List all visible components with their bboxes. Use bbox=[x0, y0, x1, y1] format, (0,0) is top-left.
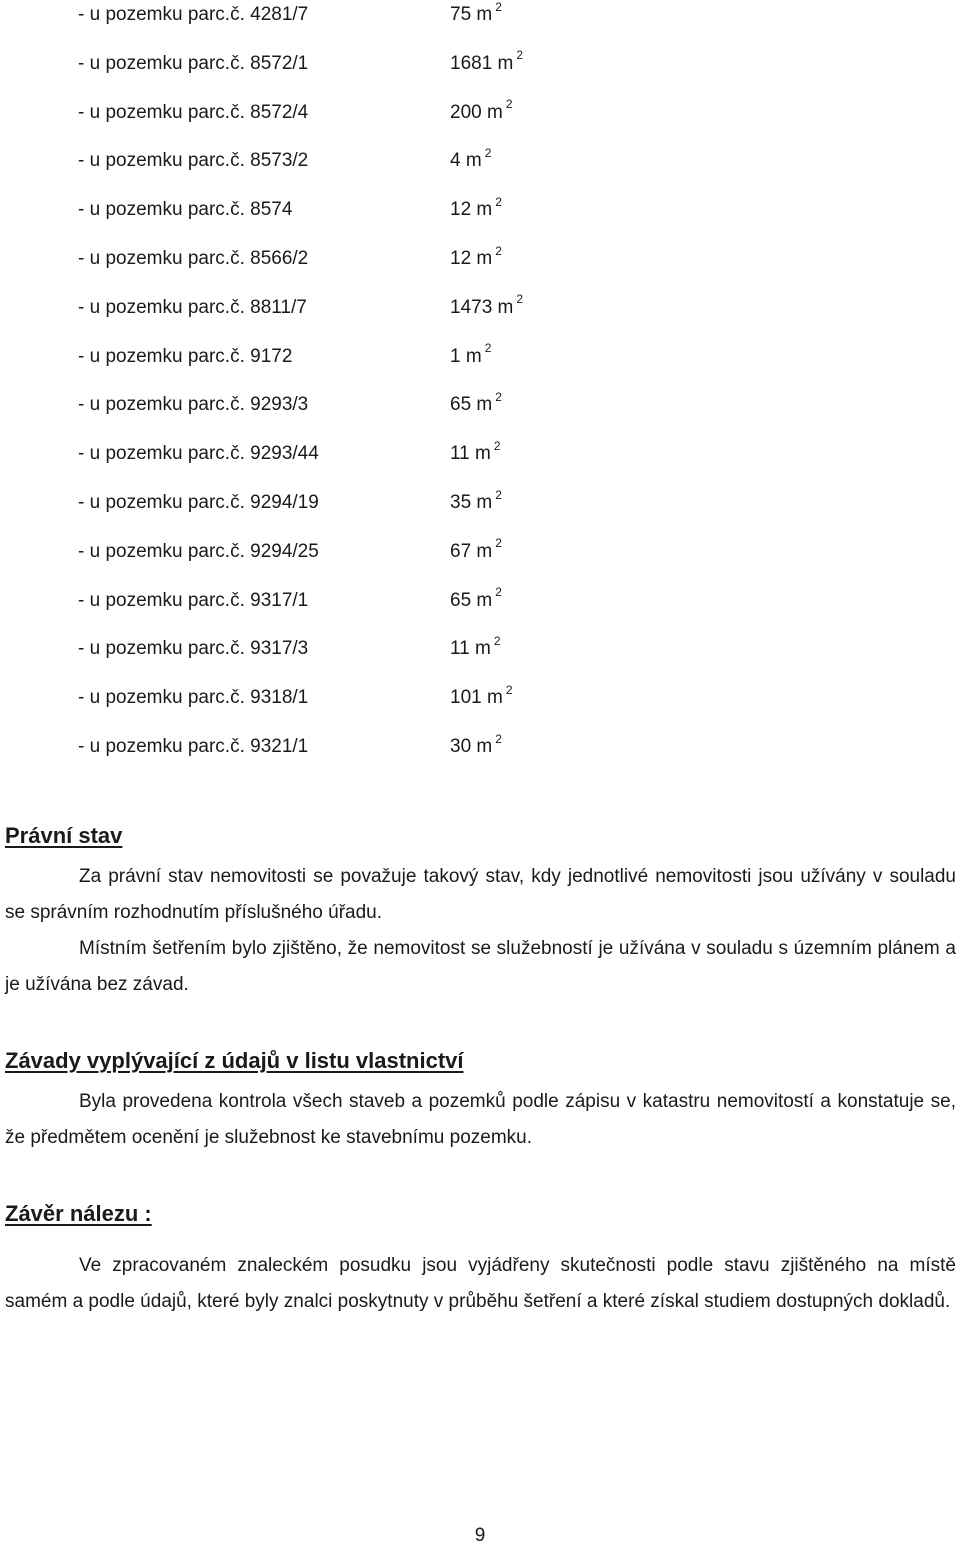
parcel-label: - u pozemku parc.č. 8566/2 bbox=[78, 247, 309, 269]
area-unit-exponent: 2 bbox=[495, 731, 502, 746]
parcel-area bbox=[450, 292, 524, 318]
parcel-area bbox=[450, 438, 501, 465]
parcel-row bbox=[78, 0, 678, 49]
area-unit-exponent: 2 bbox=[516, 48, 524, 63]
area-unit-exponent: 2 bbox=[505, 682, 513, 697]
parcel-row bbox=[78, 146, 678, 195]
parcel-row bbox=[78, 537, 678, 586]
parcel-area-value: 30 m bbox=[450, 735, 493, 757]
area-unit-exponent: 2 bbox=[495, 0, 502, 14]
legal-status-paragraph-1: Za právní stav nemovitosti se považuje takový stav, kdy jednotlivé nemovitosti jsou užívány v souladu se správním rozhodnutím příslušného úřadu. bbox=[5, 866, 956, 923]
parcel-label: - u pozemku parc.č. 8572/4 bbox=[78, 101, 309, 123]
parcel-area bbox=[450, 146, 492, 172]
area-unit-exponent: 2 bbox=[495, 243, 502, 258]
parcel-label: - u pozemku parc.č. 9318/1 bbox=[78, 687, 309, 709]
parcel-label: - u pozemku parc.č. 8574 bbox=[78, 199, 293, 221]
parcel-area bbox=[450, 0, 502, 25]
parcel-label: - u pozemku parc.č. 9294/19 bbox=[78, 491, 319, 513]
legal-status-heading: Právní stav bbox=[5, 823, 123, 848]
parcel-row bbox=[78, 732, 678, 781]
parcel-area bbox=[450, 243, 502, 269]
area-unit-exponent: 2 bbox=[495, 487, 502, 502]
parcel-area-value: 12 m bbox=[450, 199, 493, 221]
parcel-row bbox=[78, 195, 678, 244]
parcel-row bbox=[78, 293, 678, 342]
parcel-label: - u pozemku parc.č. 9317/3 bbox=[78, 638, 309, 660]
area-unit-exponent: 2 bbox=[495, 585, 502, 600]
parcel-area bbox=[450, 731, 502, 757]
defects-heading: Závady vyplývající z údajů v listu vlastnictví bbox=[5, 1048, 464, 1073]
parcel-area bbox=[450, 341, 492, 367]
parcel-area-value: 65 m bbox=[450, 589, 493, 611]
parcel-area-value: 65 m bbox=[450, 394, 493, 416]
parcel-row bbox=[78, 439, 678, 488]
parcel-area bbox=[450, 487, 502, 513]
parcel-label: - u pozemku parc.č. 9294/25 bbox=[78, 540, 319, 562]
parcel-label: - u pozemku parc.č. 8572/1 bbox=[78, 52, 309, 74]
parcel-area bbox=[450, 585, 502, 611]
parcel-label: - u pozemku parc.č. 4281/7 bbox=[78, 4, 309, 25]
parcel-area bbox=[450, 390, 502, 416]
parcel-row bbox=[78, 683, 678, 732]
parcel-row bbox=[78, 98, 678, 147]
parcel-row bbox=[78, 488, 678, 537]
parcel-area-value: 11 m bbox=[450, 443, 491, 465]
parcel-area-list bbox=[78, 0, 678, 781]
parcel-area-value: 101 m bbox=[450, 687, 503, 709]
parcel-label: - u pozemku parc.č. 8811/7 bbox=[78, 296, 307, 318]
parcel-label: - u pozemku parc.č. 8573/2 bbox=[78, 150, 309, 172]
parcel-area-value: 35 m bbox=[450, 491, 493, 513]
parcel-label: - u pozemku parc.č. 9321/1 bbox=[78, 735, 309, 757]
parcel-row bbox=[78, 342, 678, 391]
defects-paragraph: Byla provedena kontrola všech staveb a pozemků podle zápisu v katastru nemovitostí a konstatuje se, že předmětem ocenění je služebnost ke stavebnímu pozemku. bbox=[5, 1091, 956, 1148]
legal-status-paragraph-2: Místním šetřením bylo zjištěno, že nemovitost se služebností je užívána v souladu s územním plánem a je užívána bez závad. bbox=[5, 938, 956, 995]
parcel-label: - u pozemku parc.č. 9172 bbox=[78, 345, 293, 367]
parcel-area-value: 12 m bbox=[450, 247, 493, 269]
parcel-area-value: 1681 m bbox=[450, 52, 514, 74]
area-unit-exponent: 2 bbox=[495, 194, 502, 209]
area-unit-exponent: 2 bbox=[495, 536, 502, 551]
parcel-area-value: 67 m bbox=[450, 540, 493, 562]
parcel-row bbox=[78, 49, 678, 98]
parcel-area-value: 200 m bbox=[450, 101, 503, 123]
parcel-label: - u pozemku parc.č. 9293/3 bbox=[78, 394, 309, 416]
parcel-area-value: 4 m bbox=[450, 150, 482, 172]
area-unit-exponent: 2 bbox=[495, 390, 502, 405]
parcel-area bbox=[450, 682, 513, 709]
parcel-area bbox=[450, 634, 501, 660]
area-unit-exponent: 2 bbox=[505, 97, 513, 112]
parcel-row bbox=[78, 244, 678, 293]
parcel-row bbox=[78, 586, 678, 635]
parcel-area bbox=[450, 536, 502, 562]
parcel-label: - u pozemku parc.č. 9293/44 bbox=[78, 443, 319, 465]
parcel-area bbox=[450, 97, 513, 123]
parcel-area-value: 11 m bbox=[450, 638, 491, 660]
conclusion-paragraph: Ve zpracovaném znaleckém posudku jsou vyjádřeny skutečnosti podle stavu zjištěného na místě samém a podle údajů, které byly znalci poskytnuty v průběhu šetření a které získal studiem dostupných dokladů. bbox=[5, 1255, 956, 1312]
parcel-row bbox=[78, 390, 678, 439]
area-unit-exponent: 2 bbox=[493, 634, 501, 649]
parcel-area bbox=[450, 194, 502, 221]
parcel-area bbox=[450, 48, 524, 74]
parcel-label: - u pozemku parc.č. 9317/1 bbox=[78, 589, 309, 611]
parcel-row bbox=[78, 634, 678, 683]
parcel-area-value: 1 m bbox=[450, 345, 482, 367]
area-unit-exponent: 2 bbox=[484, 146, 492, 161]
area-unit-exponent: 2 bbox=[493, 438, 501, 453]
parcel-area-value: 75 m bbox=[450, 4, 493, 25]
page-number: 9 bbox=[474, 1525, 486, 1546]
area-unit-exponent: 2 bbox=[484, 341, 492, 356]
conclusion-heading: Závěr nálezu : bbox=[5, 1201, 152, 1226]
parcel-area-value: 1473 m bbox=[450, 296, 514, 318]
area-unit-exponent: 2 bbox=[516, 292, 524, 307]
